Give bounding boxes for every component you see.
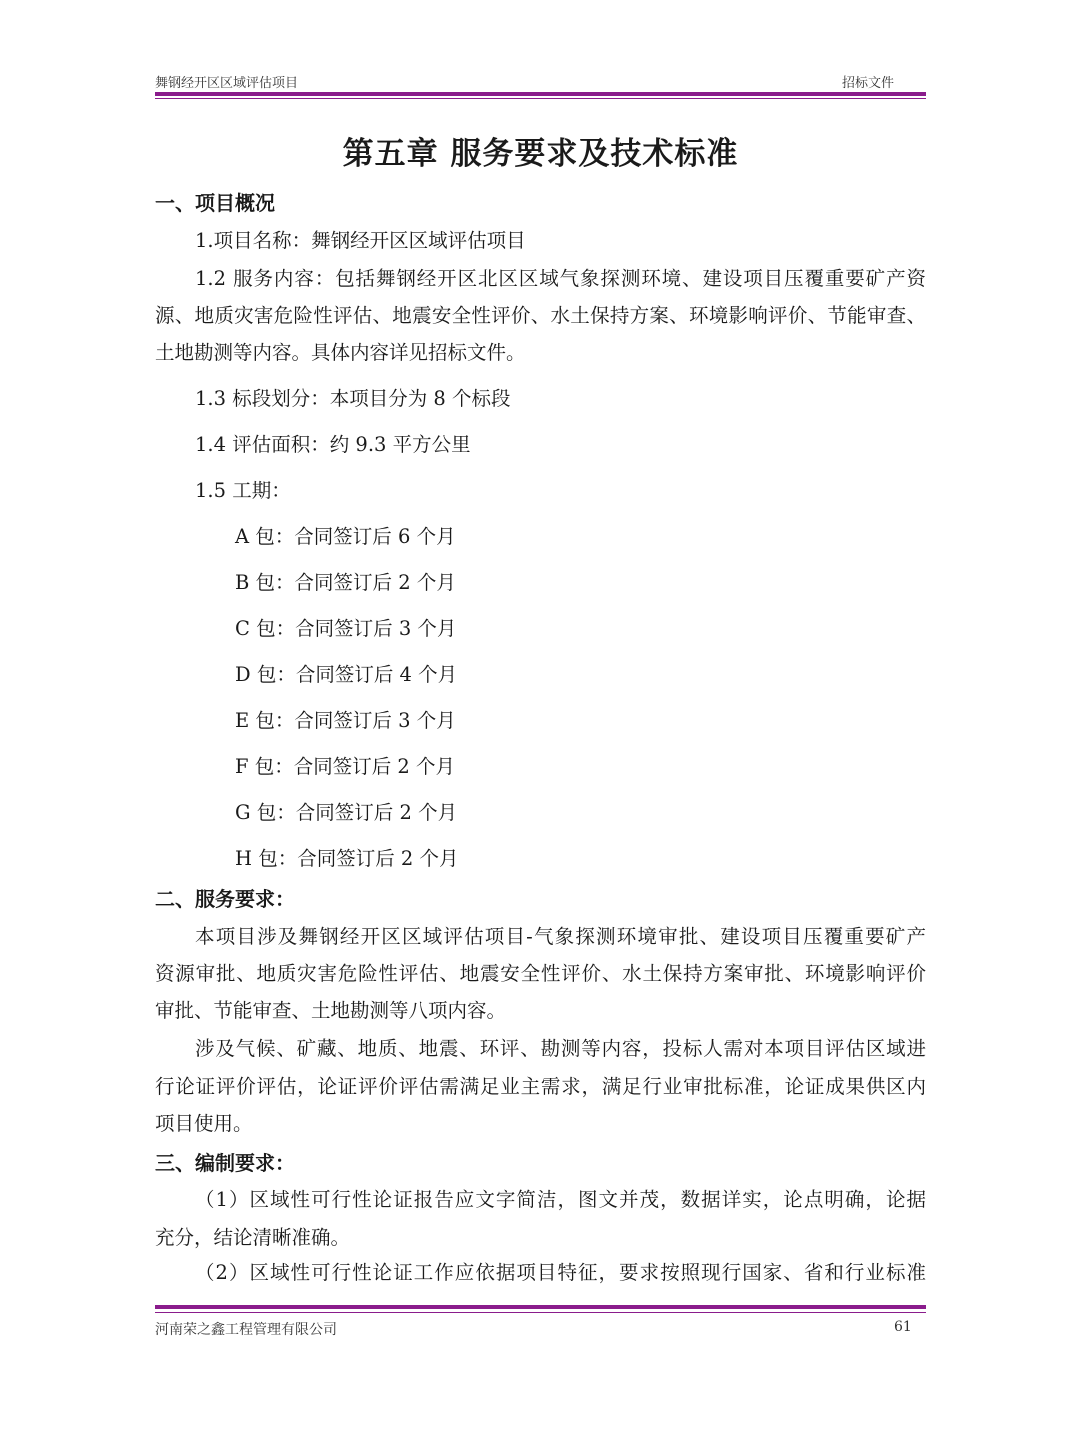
compile-req-item1-line2: 充分，结论清晰准确。 bbox=[155, 1226, 351, 1249]
header-doc-title: 舞钢经开区区域评估项目 bbox=[155, 76, 299, 91]
section3-heading: 三、编制要求： bbox=[155, 1151, 295, 1175]
compile-req-item1-line1: （1）区域性可行性论证报告应文字简洁，图文并茂，数据详实，论点明确，论据 bbox=[195, 1188, 926, 1211]
service-req-para2-line3: 项目使用。 bbox=[155, 1112, 253, 1135]
service-content-line-2: 源、地质灾害危险性评估、地震安全性评价、水土保持方案、环境影响评价、节能审查、 bbox=[155, 304, 926, 327]
service-req-para1-line2: 资源审批、地质灾害危险性评估、地震安全性评价、水土保持方案审批、环境影响评价 bbox=[155, 962, 926, 985]
footer-rule-thin bbox=[155, 1312, 926, 1313]
service-req-para1-line3: 审批、节能审查、土地勘测等八项内容。 bbox=[155, 999, 507, 1022]
package-c: C 包：合同签订后 3 个月 bbox=[235, 617, 457, 640]
package-d: D 包：合同签订后 4 个月 bbox=[235, 663, 458, 686]
page-number: 61 bbox=[894, 1319, 912, 1335]
section2-heading: 二、服务要求： bbox=[155, 887, 295, 911]
footer-rule-thick bbox=[155, 1305, 926, 1309]
header-rule-thick bbox=[155, 92, 926, 96]
area-line: 1.4 评估面积：约 9.3 平方公里 bbox=[195, 433, 471, 456]
service-content-line-3: 土地勘测等内容。具体内容详见招标文件。 bbox=[155, 341, 526, 364]
compile-req-item2-line1: （2）区域性可行性论证工作应依据项目特征，要求按照现行国家、省和行业标准 bbox=[195, 1261, 926, 1284]
period-label: 1.5 工期： bbox=[195, 479, 291, 502]
header-rule-thin bbox=[155, 98, 926, 99]
service-content-line-1: 1.2 服务内容：包括舞钢经开区北区区域气象探测环境、建设项目压覆重要矿产资 bbox=[195, 267, 926, 290]
section1-heading: 一、项目概况 bbox=[155, 191, 275, 215]
chapter-title: 第五章 服务要求及技术标准 bbox=[342, 136, 739, 172]
footer-company: 河南荣之鑫工程管理有限公司 bbox=[155, 1322, 337, 1338]
lots-line: 1.3 标段划分：本项目分为 8 个标段 bbox=[195, 387, 511, 410]
service-req-para2-line2: 行论证评价评估，论证评价评估需满足业主需求，满足行业审批标准，论证成果供区内 bbox=[155, 1075, 926, 1098]
package-b: B 包：合同签订后 2 个月 bbox=[235, 571, 456, 594]
header-doc-type: 招标文件 bbox=[842, 76, 895, 91]
package-f: F 包：合同签订后 2 个月 bbox=[235, 755, 456, 778]
project-name-line: 1.项目名称：舞钢经开区区域评估项目 bbox=[195, 229, 526, 252]
service-req-para2-line1: 涉及气候、矿藏、地质、地震、环评、勘测等内容，投标人需对本项目评估区域进 bbox=[195, 1037, 926, 1060]
package-e: E 包：合同签订后 3 个月 bbox=[235, 709, 456, 732]
package-h: H 包：合同签订后 2 个月 bbox=[235, 847, 459, 870]
package-a: A 包：合同签订后 6 个月 bbox=[235, 525, 456, 548]
package-g: G 包：合同签订后 2 个月 bbox=[235, 801, 458, 824]
service-req-para1-line1: 本项目涉及舞钢经开区区域评估项目-气象探测环境审批、建设项目压覆重要矿产 bbox=[195, 925, 926, 948]
